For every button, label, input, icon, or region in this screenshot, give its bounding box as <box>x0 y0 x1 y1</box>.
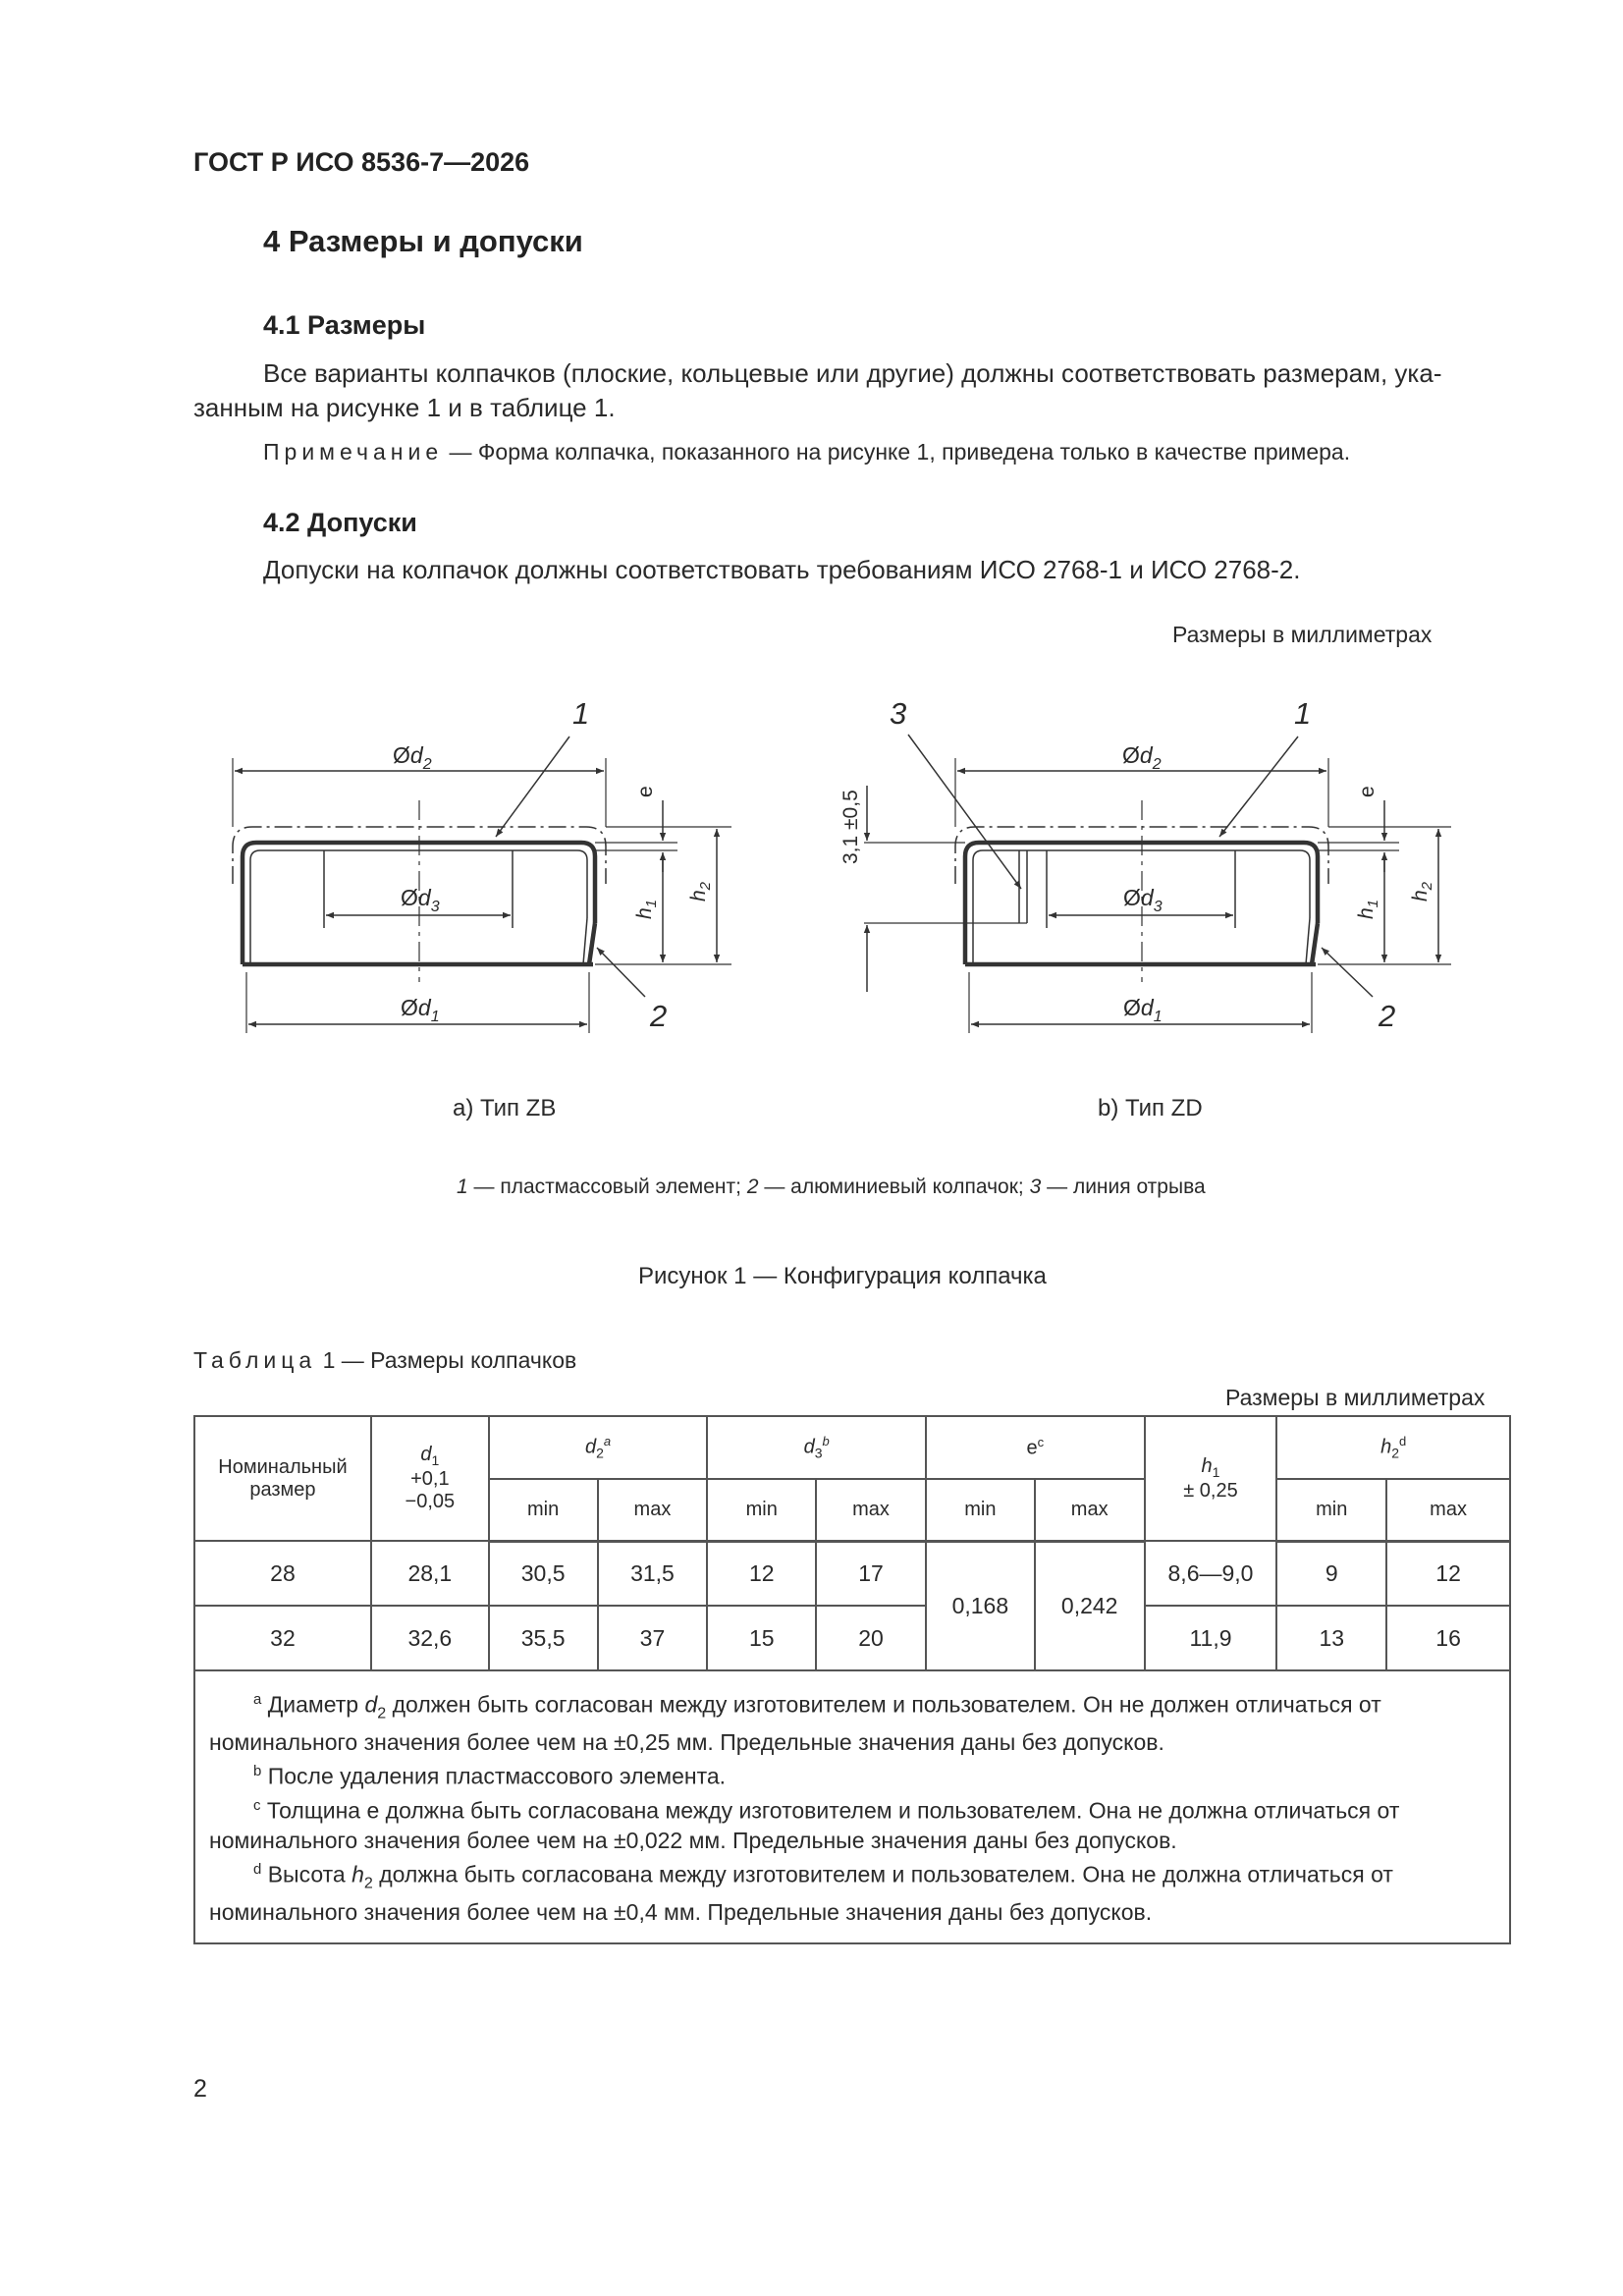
document-id: ГОСТ Р ИСО 8536-7—2026 <box>193 147 530 177</box>
callout-1-a: 1 <box>572 696 590 731</box>
cell-nominal: 32 <box>194 1606 371 1670</box>
tear-dimension-label: 3,1 ±0,5 <box>839 790 862 864</box>
subsection-4-1-title: 4.1 Размеры <box>263 310 426 340</box>
cell-d3-min: 15 <box>707 1606 816 1670</box>
cell-h2-max: 12 <box>1386 1541 1510 1606</box>
subsection-4-2-title: 4.2 Допуски <box>263 508 417 537</box>
table-1-dimensions <box>193 1415 1511 1944</box>
cell-h1: 8,6—9,0 <box>1145 1541 1277 1606</box>
header-d3-max: max <box>816 1479 926 1541</box>
callout-2-a: 2 <box>650 999 668 1033</box>
cell-h1: 11,9 <box>1145 1606 1277 1670</box>
callout-2-b: 2 <box>1379 999 1396 1033</box>
cell-d3-min: 12 <box>707 1541 816 1606</box>
figure-units-note: Размеры в миллиметрах <box>1172 622 1433 647</box>
cell-d2-min: 30,5 <box>489 1541 598 1606</box>
header-e: $e^c$ <box>926 1416 1145 1479</box>
footnote-d-line2: номинального значения более чем на ±0,4 мм. Предельные значения даны без допусков. <box>209 1898 1153 1925</box>
view-a-type-zb <box>233 737 731 1033</box>
table-title: Таблица 1 — Размеры колпачков <box>193 1347 577 1373</box>
cell-d1: 32,6 <box>371 1606 489 1670</box>
footnote-d: $^d$ Высота $h_2$ должна быть согласована между изготовителем и пользователем. Она не должна отличаться от <box>253 1860 1393 1891</box>
header-d3: $d_3^b$ <box>707 1416 926 1479</box>
section-title: 4 Размеры и допуски <box>263 224 583 258</box>
table-footnotes-row <box>194 1670 1510 1943</box>
header-e-min: min <box>926 1479 1035 1541</box>
header-d1: $d_1$ +0,1 −0,05 <box>371 1416 489 1541</box>
note-label: Примечание <box>263 439 444 465</box>
view-b-labels <box>839 696 1435 1033</box>
h1-label-b: $h_1$ <box>1355 899 1381 919</box>
d1-label-a: $Ød_1$ <box>401 995 440 1025</box>
callout-3-b: 3 <box>890 696 907 731</box>
d2-label-a: $Ød_2$ <box>393 742 432 773</box>
cell-d1: 28,1 <box>371 1541 489 1606</box>
h2-label-b: $h_2$ <box>1409 881 1435 902</box>
cell-d2-max: 31,5 <box>598 1541 708 1606</box>
cell-e-min: 0,168 <box>926 1541 1035 1670</box>
d3-label-b: $Ød_3$ <box>1123 885 1163 915</box>
cell-d2-max: 37 <box>598 1606 708 1670</box>
cell-h2-min: 13 <box>1276 1606 1386 1670</box>
view-a-labels <box>393 696 714 1033</box>
cell-d3-max: 17 <box>816 1541 926 1606</box>
header-d3-min: min <box>707 1479 816 1541</box>
cell-h2-min: 9 <box>1276 1541 1386 1606</box>
header-h2: $h_2^d$ <box>1276 1416 1510 1479</box>
table-footnotes <box>194 1670 1510 1943</box>
header-nominal: Номинальный размер <box>194 1416 371 1541</box>
cell-d2-min: 35,5 <box>489 1606 598 1670</box>
footnote-c-line2: номинального значения более чем на ±0,022 мм. Предельные значения даны без допусков. <box>209 1827 1177 1853</box>
d1-label-b: $Ød_1$ <box>1123 995 1163 1025</box>
cell-d3-max: 20 <box>816 1606 926 1670</box>
paragraph-4-2: Допуски на колпачок должны соответствовать требованиям ИСО 2768-1 и ИСО 2768-2. <box>263 555 1301 584</box>
header-d2-min: min <box>489 1479 598 1541</box>
h2-label-a: $h_2$ <box>687 881 714 902</box>
e-label-b: e <box>1356 786 1379 797</box>
header-h2-min: min <box>1276 1479 1386 1541</box>
view-b-type-zd <box>864 735 1451 1033</box>
table-units-note: Размеры в миллиметрах <box>1225 1385 1486 1410</box>
footnote-c: $^c$ Толщина e должна быть согласована между изготовителем и пользователем. Она не должна отличаться от <box>253 1796 1400 1824</box>
d2-label-b: $Ød_2$ <box>1122 742 1162 773</box>
d3-label-a: $Ød_3$ <box>401 885 440 915</box>
figure-legend: 1 — пластмассовый элемент; 2 — алюминиевый колпачок; 3 — линия отрыва <box>457 1175 1206 1198</box>
cell-h2-max: 16 <box>1386 1606 1510 1670</box>
figure-1-drawing <box>0 0 1623 1110</box>
caption-view-a: a) Тип ZB <box>453 1095 557 1121</box>
header-d2-max: max <box>598 1479 708 1541</box>
footnote-a: $^a$ Диаметр $d_2$ должен быть согласован между изготовителем и пользователем. Он не должен отличаться от <box>253 1691 1381 1722</box>
callout-1-b: 1 <box>1294 696 1312 731</box>
paragraph-4-1-line1: Все варианты колпачков (плоские, кольцевые или другие) должны соответствовать размерам, ука- <box>263 358 1442 388</box>
figure-title: Рисунок 1 — Конфигурация колпачка <box>638 1263 1047 1289</box>
page-number: 2 <box>193 2075 207 2103</box>
header-h1: $h_1$ ± 0,25 <box>1145 1416 1277 1541</box>
caption-view-b: b) Тип ZD <box>1098 1095 1203 1121</box>
table-row <box>194 1606 1510 1670</box>
header-h2-max: max <box>1386 1479 1510 1541</box>
footnote-a-line2: номинального значения более чем на ±0,25 мм. Предельные значения даны без допусков. <box>209 1729 1164 1756</box>
h1-label-a: $h_1$ <box>633 899 660 919</box>
cell-nominal: 28 <box>194 1541 371 1606</box>
header-d2: $d_2^a$ <box>489 1416 708 1479</box>
footnote-b: $^b$ После удаления пластмассового элемента. <box>253 1763 727 1789</box>
e-label-a: e <box>634 786 657 797</box>
note-text: — Форма колпачка, показанного на рисунке 1, приведена только в качестве примера. <box>443 439 1351 465</box>
header-e-max: max <box>1035 1479 1145 1541</box>
paragraph-4-1-line2: занным на рисунке 1 и в таблице 1. <box>193 393 616 422</box>
table-row <box>194 1541 1510 1606</box>
cell-e-max: 0,242 <box>1035 1541 1145 1670</box>
